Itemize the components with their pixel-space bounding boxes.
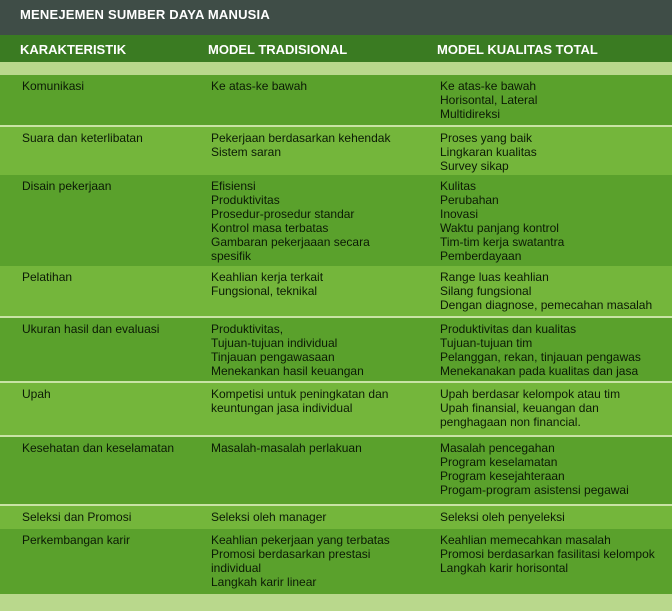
characteristic-cell: Perkembangan karir <box>22 533 131 547</box>
traditional-item: Prosedur-prosedur standar <box>211 207 355 221</box>
total-quality-item: Kulitas <box>440 179 477 193</box>
bottom-band <box>0 594 672 611</box>
traditional-item: keuntungan jasa individual <box>211 401 353 415</box>
total-quality-item: Seleksi oleh penyeleksi <box>440 510 565 524</box>
total-quality-item: Tujuan-tujuan tim <box>440 336 533 350</box>
table-row <box>0 75 672 125</box>
traditional-item: Efisiensi <box>211 179 256 193</box>
total-quality-item: Program keselamatan <box>440 455 558 469</box>
total-quality-item: Horisontal, Lateral <box>440 93 538 107</box>
traditional-item: Masalah-masalah perlakuan <box>211 441 362 455</box>
total-quality-item: Lingkaran kualitas <box>440 145 537 159</box>
total-quality-item: Silang fungsional <box>440 284 532 298</box>
total-quality-item: Masalah pencegahan <box>440 441 555 455</box>
traditional-item: Produktivitas, <box>211 322 284 336</box>
traditional-item: Seleksi oleh manager <box>211 510 327 524</box>
characteristic-cell: Ukuran hasil dan evaluasi <box>22 322 160 336</box>
traditional-model-cell <box>211 179 426 263</box>
table-row <box>0 127 672 175</box>
traditional-item: Tujuan-tujuan individual <box>211 336 338 350</box>
total-quality-item: Promosi berdasarkan fasilitasi kelompok <box>440 547 655 561</box>
total-quality-item: Perubahan <box>440 193 499 207</box>
header-traditional-model: MODEL TRADISIONAL <box>208 42 348 57</box>
traditional-model-cell <box>211 79 426 93</box>
page-title: MENEJEMEN SUMBER DAYA MANUSIA <box>20 7 270 22</box>
total-quality-model-cell <box>440 79 672 121</box>
total-quality-model-cell <box>440 322 672 378</box>
total-quality-item: Range luas keahlian <box>440 270 549 284</box>
traditional-item: Kontrol masa terbatas <box>211 221 329 235</box>
traditional-item: Gambaran pekerjaaan secara <box>211 235 370 249</box>
traditional-item: spesifik <box>211 249 252 263</box>
total-quality-item: Keahlian memecahkan masalah <box>440 533 611 547</box>
total-quality-item: Progam-program asistensi pegawai <box>440 483 629 497</box>
traditional-item: Keahlian kerja terkait <box>211 270 324 284</box>
row-divider <box>0 435 672 437</box>
total-quality-item: Program kesejahteraan <box>440 469 565 483</box>
table-row <box>0 175 672 266</box>
table-row <box>0 318 672 381</box>
total-quality-item: Proses yang baik <box>440 131 533 145</box>
traditional-item: Sistem saran <box>211 145 282 159</box>
header-characteristic: KARAKTERISTIK <box>20 42 127 57</box>
total-quality-model-cell <box>440 441 672 497</box>
table-row <box>0 506 672 529</box>
table-row <box>0 383 672 435</box>
total-quality-model-cell <box>440 510 672 524</box>
traditional-model-cell <box>211 322 426 378</box>
total-quality-item: Produktivitas dan kualitas <box>440 322 577 336</box>
total-quality-item: Ke atas-ke bawah <box>440 79 537 93</box>
row-divider <box>0 125 672 127</box>
traditional-model-cell <box>211 533 426 589</box>
header-total-quality-model: MODEL KUALITAS TOTAL <box>437 42 598 57</box>
total-quality-item: Waktu panjang kontrol <box>440 221 559 235</box>
traditional-item: Pekerjaan berdasarkan kehendak <box>211 131 391 145</box>
traditional-model-cell <box>211 441 426 455</box>
traditional-item: Kompetisi untuk peningkatan dan <box>211 387 389 401</box>
traditional-item: Menekankan hasil keuangan <box>211 364 364 378</box>
table-row <box>0 266 672 316</box>
characteristic-cell: Suara dan keterlibatan <box>22 131 143 145</box>
traditional-item: Promosi berdasarkan prestasi <box>211 547 371 561</box>
traditional-item: Fungsional, teknikal <box>211 284 318 298</box>
total-quality-model-cell <box>440 179 672 263</box>
traditional-item: Langkah karir linear <box>211 575 317 589</box>
total-quality-item: Inovasi <box>440 207 479 221</box>
traditional-model-cell <box>211 270 426 298</box>
traditional-model-cell <box>211 510 426 524</box>
characteristic-cell: Komunikasi <box>22 79 85 93</box>
total-quality-item: Survey sikap <box>440 159 509 173</box>
row-divider <box>0 381 672 383</box>
total-quality-item: Dengan diagnose, pemecahan masalah <box>440 298 653 312</box>
total-quality-item: Pelanggan, rekan, tinjauan pengawas <box>440 350 641 364</box>
total-quality-item: Menekanakan pada kualitas dan jasa <box>440 364 639 378</box>
traditional-item: Tinjauan pengawasaan <box>211 350 335 364</box>
traditional-item: Keahlian pekerjaan yang terbatas <box>211 533 390 547</box>
total-quality-item: Tim-tim kerja swatantra <box>440 235 565 249</box>
traditional-model-cell <box>211 131 426 159</box>
total-quality-model-cell <box>440 270 672 312</box>
characteristic-cell: Disain pekerjaan <box>22 179 112 193</box>
characteristic-cell: Seleksi dan Promosi <box>22 510 132 524</box>
total-quality-item: Multidireksi <box>440 107 501 121</box>
table-row <box>0 529 672 594</box>
total-quality-model-cell <box>440 387 672 429</box>
row-divider <box>0 504 672 506</box>
total-quality-model-cell <box>440 533 672 575</box>
table-header <box>0 35 672 62</box>
total-quality-item: penghagaan non financial. <box>440 415 581 429</box>
total-quality-item: Pemberdayaan <box>440 249 522 263</box>
characteristic-cell: Upah <box>22 387 51 401</box>
total-quality-item: Langkah karir horisontal <box>440 561 569 575</box>
total-quality-item: Upah berdasar kelompok atau tim <box>440 387 621 401</box>
characteristic-cell: Pelatihan <box>22 270 73 284</box>
title-bar <box>0 0 672 35</box>
characteristic-cell: Kesehatan dan keselamatan <box>22 441 175 455</box>
traditional-item: individual <box>211 561 262 575</box>
total-quality-item: Upah finansial, keuangan dan <box>440 401 599 415</box>
header-spacer <box>0 62 672 75</box>
row-divider <box>0 316 672 318</box>
total-quality-model-cell <box>440 131 672 173</box>
table-row <box>0 437 672 504</box>
traditional-item: Produktivitas <box>211 193 280 207</box>
traditional-model-cell <box>211 387 426 415</box>
traditional-item: Ke atas-ke bawah <box>211 79 308 93</box>
